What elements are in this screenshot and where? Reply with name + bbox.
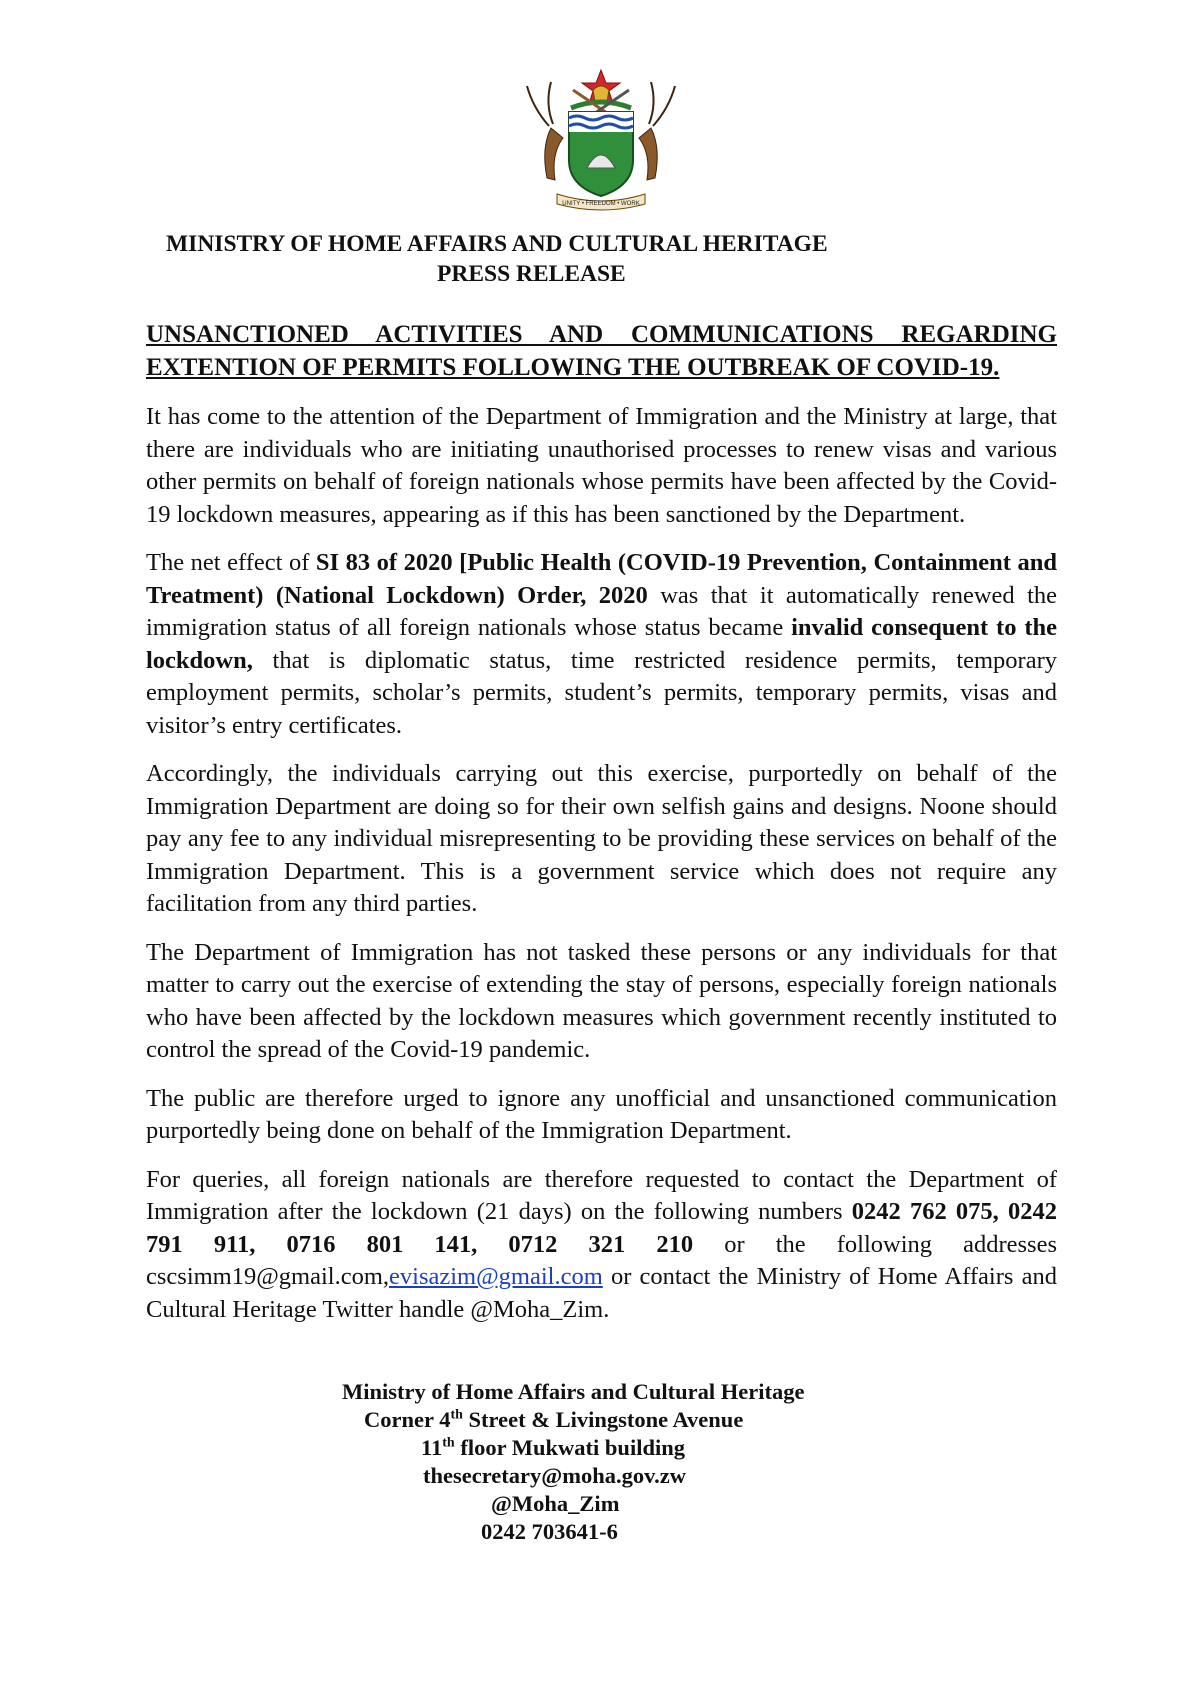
ordinal-suffix: th bbox=[450, 1407, 463, 1423]
address-floor bbox=[0, 1434, 1198, 1462]
paragraph-1: It has come to the attention of the Department of Immigration and the Ministry at large, that there are individuals who are initiating unauthorised processes to renew visas and various other permits on behalf of foreign nationals whose permits have been affected by the Covid-19 lockdown measures, appearing as if this has been sanctioned by the Department. bbox=[146, 403, 1057, 528]
document-type: PRESS RELEASE bbox=[437, 261, 626, 287]
invalid-status-emphasis: invalid consequent to the lockdown, bbox=[146, 614, 1057, 674]
paragraph-6-text: For queries, all foreign nationals are therefore requested to contact the Department of Immigration after the lockdown (21 days) on the following numbers bbox=[146, 1165, 1057, 1225]
paragraph-2-text: that is diplomatic status, time restricted residence permits, temporary employment permits, scholar’s permits, student’s permits, temporary permits, visas and visitor’s entry certificates. bbox=[146, 646, 1057, 739]
address-street-text: Street & Livingstone Avenue bbox=[462, 1407, 744, 1432]
address-ministry: Ministry of Home Affairs and Cultural Heritage bbox=[342, 1379, 805, 1404]
document-header bbox=[0, 229, 1080, 289]
paragraph-2-text: The net effect of bbox=[146, 549, 316, 576]
ministry-name: MINISTRY OF HOME AFFAIRS AND CULTURAL HERITAGE bbox=[166, 231, 828, 257]
headline: UNSANCTIONED ACTIVITIES AND COMMUNICATIONS REGARDING EXTENTION OF PERMITS FOLLOWING THE OUTBREAK OF COVID-19. bbox=[146, 321, 1057, 381]
address-street-text: Corner 4 bbox=[364, 1407, 451, 1432]
address-floor-text: floor Mukwati building bbox=[454, 1435, 685, 1460]
paragraph-5: The public are therefore urged to ignore any unofficial and unsanctioned communication purportedly being done on behalf of the Immigration Department. bbox=[146, 1084, 1057, 1144]
coat-of-arms-emblem bbox=[511, 68, 691, 216]
address-street bbox=[0, 1406, 1198, 1434]
contact-phone-numbers: 0242 762 075, 0242 791 911, 0716 801 141, 0712 321 210 bbox=[146, 1198, 1058, 1258]
paragraph-6-text: or contact the Ministry of Home Affairs and Cultural Heritage Twitter handle @Moha_Zim. bbox=[146, 1263, 1057, 1323]
address-block bbox=[0, 1378, 1198, 1546]
press-release-body bbox=[146, 401, 1057, 1342]
address-email: thesecretary@moha.gov.zw bbox=[423, 1463, 686, 1488]
paragraph-6 bbox=[146, 1164, 1057, 1327]
paragraph-2 bbox=[146, 547, 1057, 742]
address-phone: 0242 703641-6 bbox=[481, 1519, 618, 1544]
statutory-instrument-reference: SI 83 of 2020 [Public Health (COVID-19 Prevention, Containment and Treatment) (National Lockdown) Order, 2020 bbox=[146, 549, 1057, 609]
paragraph-6-text: or the following addresses cscsimm19@gmail.com, bbox=[146, 1230, 1058, 1290]
paragraph-4: The Department of Immigration has not tasked these persons or any individuals for that matter to carry out the exercise of extending the stay of persons, especially foreign nationals who have been affected by the lockdown measures which government recently instituted to control the spread of the Covid-19 pandemic. bbox=[146, 938, 1057, 1063]
paragraph-2-text: was that it automatically renewed the immigration status of all foreign nationals whose status became bbox=[146, 581, 1058, 641]
ordinal-suffix: th bbox=[442, 1435, 455, 1451]
address-twitter: @Moha_Zim bbox=[491, 1491, 620, 1516]
evisa-email-link[interactable]: evisazim@gmail.com bbox=[389, 1263, 603, 1290]
paragraph-3: Accordingly, the individuals carrying out this exercise, purportedly on behalf of the Immigration Department are doing so for their own selfish gains and designs. Noone should pay any fee to any individual misrepresenting to be providing these services on behalf of the Immigration Department. This is a government service which does not require any facilitation from any third parties. bbox=[146, 760, 1057, 917]
address-floor-text: 11 bbox=[421, 1435, 443, 1460]
crest-motto: UNITY • FREEDOM • WORK bbox=[562, 201, 640, 207]
